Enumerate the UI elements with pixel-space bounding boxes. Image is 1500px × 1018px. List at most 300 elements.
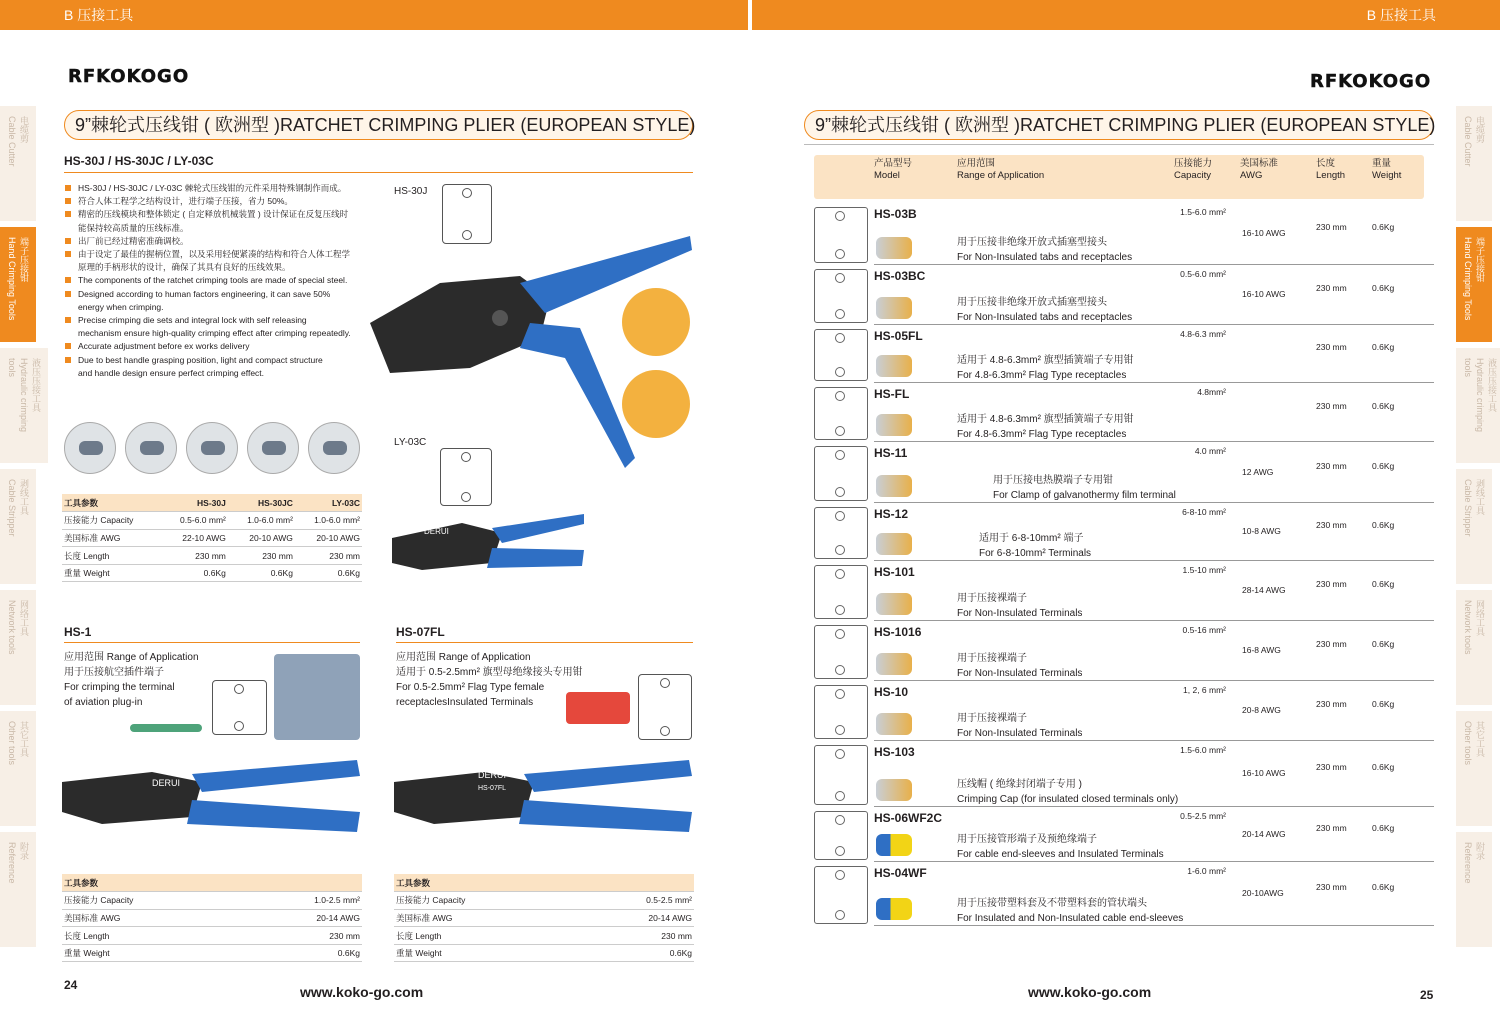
spec-row <box>394 892 694 910</box>
application <box>957 295 1132 325</box>
spec-cell: 0.6Kg <box>241 944 362 962</box>
application-en: For 4.8-6.3mm² Flag Type receptacles <box>957 429 1127 440</box>
length: 230 mm <box>1316 461 1347 471</box>
application <box>957 777 1178 807</box>
application-cn: 用于压接裸端子 <box>957 713 1027 724</box>
terminal-image <box>876 297 912 319</box>
side-tab-2[interactable] <box>1456 348 1500 463</box>
spec-cell: 230 mm <box>573 927 694 945</box>
side-tab-5[interactable] <box>1456 711 1492 826</box>
side-tab-cn: 附录 <box>19 842 29 860</box>
application-en: For 6-8-10mm² Terminals <box>979 548 1092 559</box>
capacity: 0.5-6.0 mm² <box>1180 269 1226 279</box>
application-en: For 4.8-6.3mm² Flag Type receptacles <box>957 370 1127 381</box>
product-model: HS-04WF <box>874 866 927 880</box>
feature-bullet: 由于设定了最佳的握柄位置，以及采用轻便紧凑的结构和符合人体工程学 <box>64 248 364 261</box>
product-row <box>814 325 1434 383</box>
description-line: of aviation plug-in <box>64 697 143 708</box>
product-row <box>814 503 1434 561</box>
application-cn: 适用于 4.8-6.3mm² 旗型插簧端子专用钳 <box>957 355 1134 366</box>
application <box>957 832 1164 862</box>
side-tab-cn: 剥线工具 <box>1475 479 1485 515</box>
model-heading-hs1: HS-1 <box>64 625 92 639</box>
col-capacity: 压接能力 Capacity <box>1174 158 1213 181</box>
application-en: For Insulated and Non-Insulated cable end-sleeves <box>957 913 1184 924</box>
capacity: 1, 2, 6 mm² <box>1183 685 1226 695</box>
application-cn: 用于压接电热膜端子专用钳 <box>993 475 1113 486</box>
hs07fl-description <box>396 650 583 710</box>
application-cn: 用于压接非绝缘开放式插塞型接头 <box>957 237 1107 248</box>
application-cn: 用于压接管形端子及预绝缘端子 <box>957 834 1097 845</box>
awg: 16-8 AWG <box>1242 645 1281 655</box>
spec-cell: 工具参数 <box>394 874 573 892</box>
awg: 28-14 AWG <box>1242 585 1286 595</box>
capacity: 4.8mm² <box>1197 387 1226 397</box>
spec-cell: 工具参数 <box>62 874 241 892</box>
row-divider <box>874 925 1434 926</box>
product-model: HS-03B <box>874 207 917 221</box>
spec-cell: 重量 Weight <box>62 564 161 582</box>
die-diagram <box>814 811 868 860</box>
spec-table-hs07fl <box>394 874 694 962</box>
side-tab-en: Hand Crimping Tools <box>1463 237 1473 321</box>
side-tab-en: Hydraulic crimping tools <box>1463 358 1485 433</box>
spec-cell: 230 mm <box>228 547 295 565</box>
weight: 0.6Kg <box>1372 699 1395 709</box>
description-line: 应用范围 Range of Application <box>396 652 531 663</box>
product-row <box>814 265 1434 325</box>
application-en: For Non-Insulated tabs and receptacles <box>957 252 1133 263</box>
side-tab-4[interactable] <box>1456 590 1492 705</box>
side-tab-cn: 液压压接工具 <box>1487 358 1497 412</box>
spec-cell: 230 mm <box>241 927 362 945</box>
die-diagram-hs1 <box>212 680 267 735</box>
die-diagram <box>814 446 868 501</box>
terminal-sample-photo <box>125 422 177 474</box>
feature-bullet: mechanism ensure high-quality crimping effect after crimping repeatedly. <box>78 328 351 339</box>
product-row <box>814 621 1434 681</box>
col-awg: 美国标准 AWG <box>1240 158 1279 181</box>
spec-cell: 美国标准 AWG <box>62 529 161 547</box>
weight: 0.6Kg <box>1372 283 1395 293</box>
capacity: 1-6.0 mm² <box>1187 866 1226 876</box>
length: 230 mm <box>1316 222 1347 232</box>
side-tab-cn: 电缆剪 <box>19 116 29 143</box>
page-header-right: B 压接工具 <box>752 0 1500 30</box>
application-en: For Clamp of galvanothermy film terminal <box>993 490 1176 501</box>
side-tab-1[interactable] <box>1456 227 1492 342</box>
weight: 0.6Kg <box>1372 882 1395 892</box>
product-row <box>814 561 1434 621</box>
feature-bullet: Precise crimping die sets and integral lock with self releasing <box>64 314 364 327</box>
description-line: 应用范围 Range of Application <box>64 652 199 663</box>
side-tabs-left <box>0 106 44 953</box>
model-heading: HS-30J / HS-30JC / LY-03C <box>64 154 214 168</box>
weight: 0.6Kg <box>1372 401 1395 411</box>
spec-header-cell: HS-30J <box>161 494 228 512</box>
spec-row <box>394 927 694 945</box>
product-model: HS-03BC <box>874 269 926 283</box>
die-diagram <box>814 625 868 679</box>
plier-image-hs1 <box>62 752 362 842</box>
spec-row <box>62 909 362 927</box>
product-model: HS-FL <box>874 387 910 401</box>
side-tab-en: Network tools <box>7 600 17 655</box>
brand-mark-ly03c: DERUI <box>424 527 449 536</box>
spec-cell: 压接能力 Capacity <box>62 512 161 530</box>
spec-cell: 压接能力 Capacity <box>62 892 241 910</box>
feature-bullet: 原理的手柄形状的设计，确保了其具有良好的压线效果。 <box>78 262 291 273</box>
application <box>957 235 1132 265</box>
aviation-terminal-image <box>130 724 202 732</box>
weight: 0.6Kg <box>1372 520 1395 530</box>
page-header-left: B 压接工具 <box>0 0 748 30</box>
die-diagram <box>814 745 868 805</box>
page-title-left: 9”棘轮式压线钳 ( 欧洲型 )RATCHET CRIMPING PLIER (EUROPEAN STYLE) <box>64 110 693 140</box>
length: 230 mm <box>1316 762 1347 772</box>
terminal-image <box>876 713 912 735</box>
spec-cell: 1.0-2.5 mm² <box>241 892 362 910</box>
side-tab-cn: 剥线工具 <box>19 479 29 515</box>
spec-row <box>394 944 694 962</box>
die-diagram <box>814 269 868 323</box>
side-tab-en: Network tools <box>1463 600 1473 655</box>
side-tab-en: Hydraulic crimping tools <box>7 358 29 433</box>
spec-cell: 20-10 AWG <box>228 529 295 547</box>
side-tab-0[interactable] <box>0 106 36 221</box>
application <box>957 896 1183 926</box>
side-tab-en: Cable Cutter <box>1463 116 1473 167</box>
col-application: 应用范围 Range of Application <box>957 158 1045 181</box>
length: 230 mm <box>1316 639 1347 649</box>
feature-bullet: 出厂前已经过精密准确调校。 <box>64 235 364 248</box>
die-diagram <box>814 866 868 924</box>
application-en: For Non-Insulated tabs and receptacles <box>957 312 1133 323</box>
terminal-sample-photo <box>64 422 116 474</box>
spec-cell: 0.6Kg <box>228 564 295 582</box>
feature-list <box>64 182 364 380</box>
spec-header-cell: LY-03C <box>295 494 362 512</box>
die-diagram-hs07fl <box>638 674 692 740</box>
model-heading-hs07fl: HS-07FL <box>396 625 445 639</box>
length: 230 mm <box>1316 823 1347 833</box>
spec-cell: 0.6Kg <box>573 944 694 962</box>
weight: 0.6Kg <box>1372 222 1395 232</box>
side-tab-6[interactable] <box>0 832 36 947</box>
weight: 0.6Kg <box>1372 762 1395 772</box>
plier-image-hs07fl <box>394 752 694 842</box>
application <box>993 473 1176 503</box>
spec-cell: 20-10 AWG <box>295 529 362 547</box>
product-model: HS-06WF2C <box>874 811 943 825</box>
weight: 0.6Kg <box>1372 461 1395 471</box>
product-row <box>814 741 1434 807</box>
application-en: For cable end-sleeves and Insulated Terminals <box>957 849 1164 860</box>
side-tabs-right <box>1456 106 1500 953</box>
photo-hs1-in-use <box>274 654 360 740</box>
divider <box>64 172 693 173</box>
application-cn: 用于压接裸端子 <box>957 593 1027 604</box>
capacity: 4.0 mm² <box>1194 446 1226 456</box>
spec-row <box>62 927 362 945</box>
feature-bullet: 能保持较高质量的压线标准。 <box>78 222 189 233</box>
spec-cell: 0.5-2.5 mm² <box>573 892 694 910</box>
side-tab-cn: 液压压接工具 <box>31 358 41 412</box>
terminal-image <box>876 237 912 259</box>
product-model: HS-11 <box>874 446 908 460</box>
awg: 12 AWG <box>1242 467 1274 477</box>
application-cn: 适用于 6-8-10mm² 端子 <box>979 533 1084 544</box>
label-ly03c: LY-03C <box>394 437 427 448</box>
page-number-right: 25 <box>1420 988 1434 1002</box>
spec-cell: 230 mm <box>295 547 362 565</box>
product-row <box>814 862 1434 926</box>
divider <box>804 144 1434 145</box>
terminal-image <box>876 653 912 675</box>
feature-bullet: and handle design ensure perfect crimping effect. <box>78 367 265 378</box>
weight: 0.6Kg <box>1372 639 1395 649</box>
side-tab-en: Cable Stripper <box>1463 479 1473 537</box>
die-diagram <box>814 565 868 619</box>
spec-cell <box>241 874 362 892</box>
spec-row <box>62 547 362 565</box>
die-diagram <box>814 387 868 440</box>
application-en: For Non-Insulated Terminals <box>957 608 1083 619</box>
detail-photo-hand <box>622 370 690 438</box>
label-hs30j: HS-30J <box>394 186 428 197</box>
side-tab-cn: 附录 <box>1475 842 1485 860</box>
col-weight: 重量 Weight <box>1372 158 1402 181</box>
capacity: 6-8-10 mm² <box>1182 507 1226 517</box>
spec-cell: 1.0-6.0 mm² <box>228 512 295 530</box>
product-row <box>814 383 1434 442</box>
side-tab-cn: 其它工具 <box>1475 721 1485 757</box>
spec-cell: 20-14 AWG <box>241 909 362 927</box>
side-tab-en: Cable Cutter <box>7 116 17 167</box>
spec-table-main <box>62 494 362 582</box>
spec-row <box>62 512 362 530</box>
spec-cell: 230 mm <box>161 547 228 565</box>
side-tab-cn: 其它工具 <box>19 721 29 757</box>
spec-cell: 0.5-6.0 mm² <box>161 512 228 530</box>
divider <box>64 642 360 643</box>
brand-logo-right: RFKOKOGO <box>1310 71 1432 92</box>
capacity: 1.5-6.0 mm² <box>1180 745 1226 755</box>
product-model: HS-101 <box>874 565 915 579</box>
side-tab-5[interactable] <box>0 711 36 826</box>
side-tab-en: Other tools <box>1463 721 1473 766</box>
application-en: Crimping Cap (for insulated closed terminals only) <box>957 794 1179 805</box>
product-row <box>814 807 1434 862</box>
side-tab-3[interactable] <box>1456 469 1492 584</box>
spec-cell: 1.0-6.0 mm² <box>295 512 362 530</box>
length: 230 mm <box>1316 401 1347 411</box>
hs1-description <box>64 650 199 710</box>
feature-bullet: HS-30J / HS-30JC / LY-03C 棘轮式压线钳的元件采用特殊钢制作而成。 <box>64 182 364 195</box>
terminal-sample-photo <box>308 422 360 474</box>
page-number-left: 24 <box>64 978 78 992</box>
awg: 20-10AWG <box>1242 888 1284 898</box>
spec-cell: 0.6Kg <box>295 564 362 582</box>
side-tab-1[interactable] <box>0 227 36 342</box>
product-row <box>814 442 1434 503</box>
spec-cell <box>573 874 694 892</box>
side-tab-cn: 网络工具 <box>1475 600 1485 636</box>
application-en: For Non-Insulated Terminals <box>957 728 1083 739</box>
terminal-sample-photo <box>186 422 238 474</box>
awg: 10-8 AWG <box>1242 526 1281 536</box>
side-tab-3[interactable] <box>0 469 36 584</box>
terminal-image <box>876 834 912 856</box>
description-line: receptaclesInsulated Terminals <box>396 697 534 708</box>
spec-row <box>62 564 362 582</box>
length: 230 mm <box>1316 520 1347 530</box>
spec-table-hs1 <box>62 874 362 962</box>
spec-cell: 长度 Length <box>62 927 241 945</box>
description-line: For crimping the terminal <box>64 682 175 693</box>
capacity: 1.5-10 mm² <box>1182 565 1226 575</box>
brand-mark-hs1: DERUI <box>152 778 181 788</box>
awg: 16-10 AWG <box>1242 289 1286 299</box>
product-table-header <box>814 155 1424 199</box>
awg: 20-14 AWG <box>1242 829 1286 839</box>
product-model: HS-05FL <box>874 329 923 343</box>
application-cn: 压线帽 ( 绝缘封闭端子专用 ) <box>957 779 1082 790</box>
spec-row <box>62 944 362 962</box>
weight: 0.6Kg <box>1372 823 1395 833</box>
spec-row <box>62 892 362 910</box>
footer-url-right[interactable]: www.koko-go.com <box>1028 984 1152 1000</box>
length: 230 mm <box>1316 342 1347 352</box>
side-tab-6[interactable] <box>1456 832 1492 947</box>
capacity: 0.5-16 mm² <box>1182 625 1226 635</box>
side-tab-cn: 端子压接钳 <box>1475 237 1485 282</box>
terminal-image <box>876 779 912 801</box>
application-en: For Non-Insulated Terminals <box>957 668 1083 679</box>
side-tab-0[interactable] <box>1456 106 1492 221</box>
side-tab-2[interactable] <box>0 348 48 463</box>
capacity: 1.5-6.0 mm² <box>1180 207 1226 217</box>
side-tab-cn: 端子压接钳 <box>19 237 29 282</box>
col-length: 长度 Length <box>1316 158 1346 181</box>
spec-cell: 22-10 AWG <box>161 529 228 547</box>
die-diagram <box>814 685 868 739</box>
spec-row <box>62 529 362 547</box>
product-model: HS-1016 <box>874 625 922 639</box>
application-cn: 用于压接裸端子 <box>957 653 1027 664</box>
terminal-image <box>876 414 912 436</box>
spec-cell: 长度 Length <box>394 927 573 945</box>
feature-bullet: Accurate adjustment before ex works delivery <box>64 340 364 353</box>
terminal-sample-photo <box>247 422 299 474</box>
brand-mark-hs07fl: DERUI <box>478 770 507 780</box>
feature-bullet: 符合人体工程学之结构设计，进行端子压接，省力 50%。 <box>64 195 364 208</box>
flag-terminal-image <box>566 692 630 724</box>
spec-header-cell: 工具参数 <box>62 494 161 512</box>
product-model: HS-12 <box>874 507 909 521</box>
length: 230 mm <box>1316 699 1347 709</box>
awg: 20-8 AWG <box>1242 705 1281 715</box>
length: 230 mm <box>1316 579 1347 589</box>
product-row <box>814 681 1434 741</box>
spec-row <box>394 874 694 892</box>
die-diagram <box>814 207 868 263</box>
application-cn: 适用于 4.8-6.3mm² 旗型插簧端子专用钳 <box>957 414 1134 425</box>
application-cn: 用于压接非绝缘开放式插塞型接头 <box>957 297 1107 308</box>
spec-header-cell: HS-30JC <box>228 494 295 512</box>
description-line: For 0.5-2.5mm² Flag Type female <box>396 682 545 693</box>
spec-cell: 长度 Length <box>62 547 161 565</box>
spec-cell: 压接能力 Capacity <box>394 892 573 910</box>
product-model: HS-10 <box>874 685 909 699</box>
feature-bullet: energy when crimping. <box>78 301 164 312</box>
capacity: 0.5-2.5 mm² <box>1180 811 1226 821</box>
spec-row <box>62 874 362 892</box>
terminal-image <box>876 898 912 920</box>
product-model: HS-103 <box>874 745 915 759</box>
side-tab-en: Hand Crimping Tools <box>7 237 17 321</box>
capacity: 4.8-6.3 mm² <box>1180 329 1226 339</box>
application <box>957 651 1082 681</box>
weight: 0.6Kg <box>1372 342 1395 352</box>
die-diagram <box>814 329 868 381</box>
die-diagram <box>814 507 868 559</box>
length: 230 mm <box>1316 882 1347 892</box>
side-tab-cn: 网络工具 <box>19 600 29 636</box>
awg: 16-10 AWG <box>1242 768 1286 778</box>
terminal-image <box>876 475 912 497</box>
description-line: 用于压接航空插件端子 <box>64 667 164 678</box>
weight: 0.6Kg <box>1372 579 1395 589</box>
col-model: 产品型号 Model <box>874 158 913 181</box>
footer-url-left[interactable]: www.koko-go.com <box>300 984 424 1000</box>
spec-cell: 重量 Weight <box>62 944 241 962</box>
side-tab-cn: 电缆剪 <box>1475 116 1485 143</box>
side-tab-en: Other tools <box>7 721 17 766</box>
model-mark-hs07fl: HS-07FL <box>478 785 507 792</box>
spec-row <box>394 909 694 927</box>
spec-cell: 重量 Weight <box>394 944 573 962</box>
description-line: 适用于 0.5-2.5mm² 旗型母绝缘接头专用钳 <box>396 667 583 678</box>
side-tab-en: Reference <box>7 842 17 884</box>
brand-logo-left: RFKOKOGO <box>68 66 190 87</box>
spec-cell: 美国标准 AWG <box>394 909 573 927</box>
side-tab-4[interactable] <box>0 590 36 705</box>
divider <box>396 642 693 643</box>
feature-bullet: The components of the ratchet crimping tools are made of special steel. <box>64 274 364 287</box>
application <box>957 591 1082 621</box>
detail-photo-die <box>622 288 690 356</box>
application <box>979 531 1091 561</box>
application <box>957 412 1134 442</box>
terminal-image <box>876 533 912 555</box>
spec-cell: 20-14 AWG <box>573 909 694 927</box>
spec-cell: 美国标准 AWG <box>62 909 241 927</box>
length: 230 mm <box>1316 283 1347 293</box>
terminal-image <box>876 355 912 377</box>
terminal-image <box>876 593 912 615</box>
plier-image-ly03c <box>392 508 592 580</box>
application <box>957 353 1134 383</box>
application-cn: 用于压接带塑料套及不带塑料套的管状端头 <box>957 898 1147 909</box>
application <box>957 711 1082 741</box>
product-row <box>814 203 1434 265</box>
spec-cell: 0.6Kg <box>161 564 228 582</box>
spec-header-row <box>62 494 362 512</box>
feature-bullet: 精密的压线模块和整体锁定 ( 自定释放机械装置 ) 设计保证在反复压线时 <box>64 208 364 221</box>
awg: 16-10 AWG <box>1242 228 1286 238</box>
feature-bullet: Designed according to human factors engineering, it can save 50% <box>64 288 364 301</box>
